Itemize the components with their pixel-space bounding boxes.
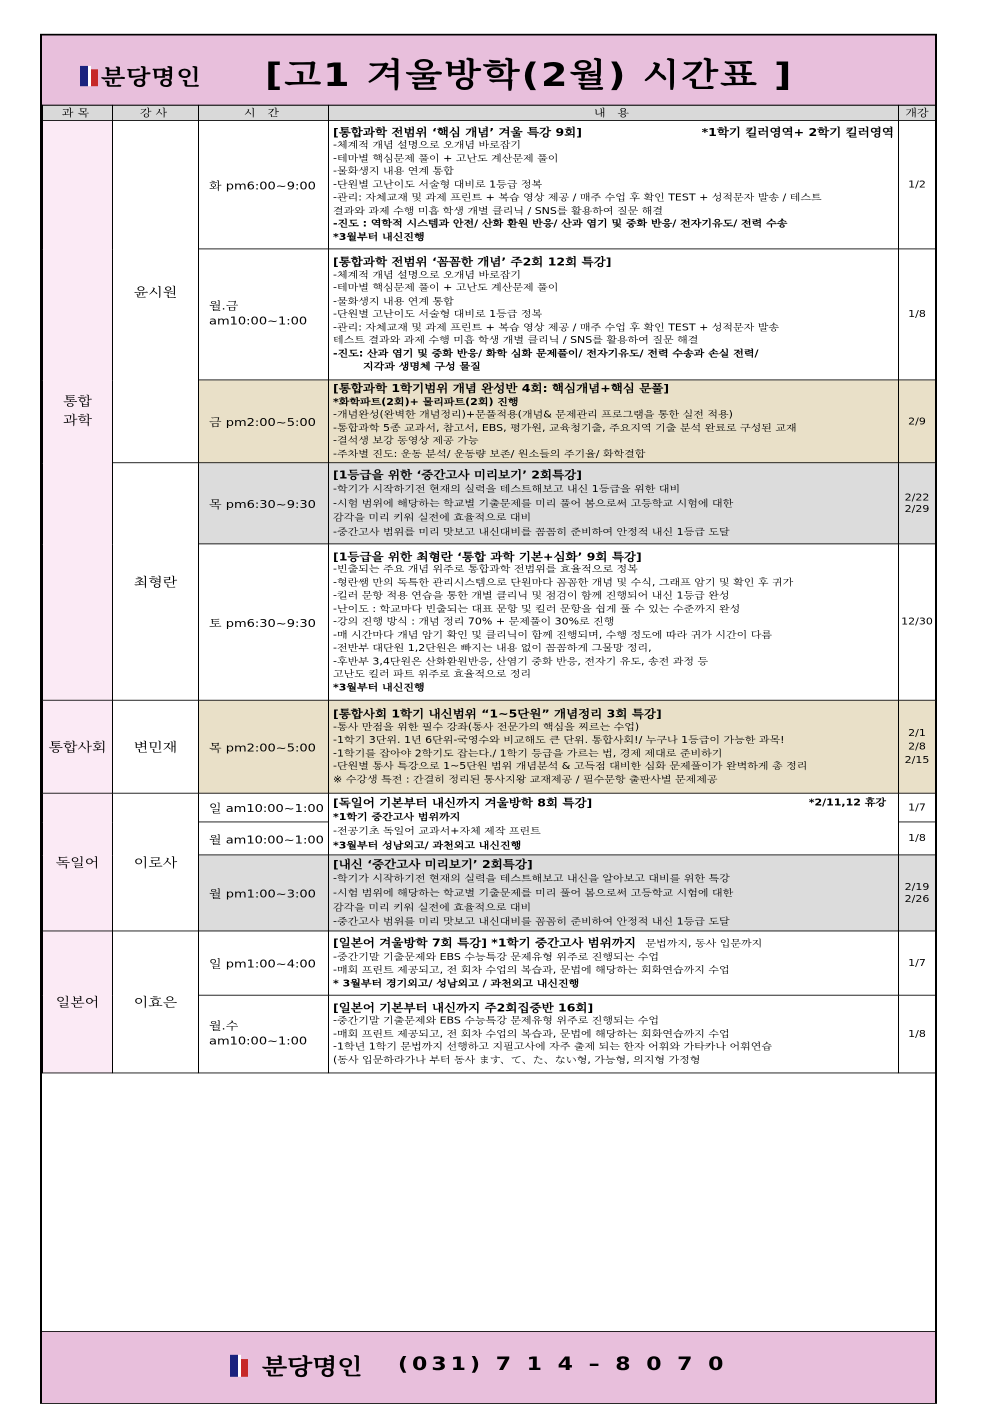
course-note: *2/11,12 휴강 (808, 797, 886, 808)
timetable (42, 105, 936, 1074)
time-cell: 일 pm1:00~4:00 (199, 931, 329, 995)
brand-logo-icon (80, 66, 98, 86)
subject-label: 일본어 (55, 994, 100, 1010)
content-line: -물화생지 내용 연계 통합 (333, 295, 454, 307)
time-label: 월.수 am10:00~1:00 (209, 1019, 308, 1048)
table-header-row (43, 105, 936, 120)
course-title: [1등급을 위한 ‘중간고사 미리보기’ 2회특강] (333, 468, 582, 481)
content-line: -시험 범위에 해당하는 학교별 기출문제를 미리 풀어 봄으로써 고등학교 시험에 대한 (333, 497, 734, 509)
page-title: [고1 겨울방학(2월) 시간표 ] (265, 56, 794, 94)
content-line: -1학년 1학기 문법까지 선행하고 지필고사에 자주 출제 되는 한자 어휘와 가타카나 어휘연습 (333, 1041, 772, 1053)
content-line: -관리: 자체교재 및 과제 프린트 + 복습 영상 제공 / 매주 수업 후 확인 TEST + 성적문자 발송 (333, 321, 780, 333)
subject-label: 통합사회 (48, 739, 107, 755)
content-line: -통사 만점을 위한 필수 강좌(통사 전문가의 핵심을 찌르는 수업) (333, 721, 640, 733)
time-cell: 토 pm6:30~9:30 (199, 544, 329, 700)
subject-cell (43, 931, 113, 1073)
content-line: -매 시간마다 개념 암기 확인 및 클리닉이 함께 진행되며, 수행 정도에 따라 귀가 시간이 다름 (333, 629, 772, 641)
course-note: 문법까지, 동사 입문까지 (645, 938, 763, 950)
content-line: -주차별 진도: 운동 분석/ 운동량 보존/ 원소들의 주기율/ 화학결합 (333, 448, 646, 460)
content-line: -매회 프린트 제공되고, 전 회차 수업의 복습과, 문법에 해당하는 회화연습까지 수업 (333, 1028, 730, 1040)
teacher-cell (113, 793, 199, 931)
subject-cell (43, 700, 113, 793)
content-line: -학기가 시작하기전 현재의 실력을 테스트해보고 내신 1등급을 위한 대비 (333, 483, 681, 495)
teacher-cell (113, 463, 199, 700)
teacher-name: 이로사 (133, 854, 178, 871)
content-line: -진도: 산과 염기 및 중화 반응/ 화학 심화 문제풀이/ 전자기유도/ 전력 수송과 손실 전력/ (333, 348, 759, 359)
content-line: *3월부터 성남외고/ 과천외고 내신진행 (333, 840, 522, 852)
time-cell: 목 pm6:30~9:30 (199, 463, 329, 544)
content-cell (329, 793, 899, 855)
table-row (43, 931, 936, 995)
course-title: [독일어 기본부터 내신까지 겨울방학 8회 특강] (333, 796, 593, 809)
teacher-name: 변민재 (133, 739, 178, 755)
content-line: -체계적 개념 설명으로 오개념 바로잡기 (333, 269, 521, 281)
course-title: [일본어 기본부터 내신까지 주2회집중반 16회] (333, 1001, 594, 1015)
time-cell: 금 pm2:00~5:00 (199, 380, 329, 463)
start-date: 12/30 (899, 544, 936, 700)
content-line: -진도 : 역학적 시스템과 안전/ 산화 환원 반응/ 산과 염기 및 중화 반응/ 전자기유도/ 전력 수송 (333, 218, 788, 230)
content-line: -결석생 보강 동영상 제공 가능 (333, 435, 479, 447)
column-header-subject: 과목 (43, 105, 113, 120)
subject-cell (43, 120, 113, 700)
content-line: *1학기 중간고사 범위까지 (333, 811, 461, 823)
content-line: -단원별 고난이도 서술형 대비로 1등급 정복 (333, 308, 543, 320)
teacher-name: 이효은 (133, 994, 178, 1010)
brand-name: 분당명인 (101, 65, 202, 90)
teacher-name: 윤시원 (133, 284, 178, 300)
content-line: *3월부터 내신진행 (333, 681, 425, 693)
content-line: -중간기말 기출문제와 EBS 수능특강 문제유형 위주로 진행되는 수업 (333, 951, 660, 963)
content-line: -관리: 자체교재 및 과제 프린트 + 복습 영상 제공 / 매주 수업 후 확인 TEST + 성적문자 발송 / 테스트 (333, 192, 822, 204)
content-line: 감각을 미리 키워 실전에 효율적으로 대비 (333, 512, 532, 524)
content-line: -단원별 고난이도 서술형 대비로 1등급 정복 (333, 178, 543, 190)
content-cell (329, 249, 899, 380)
start-date: 1/8 (899, 995, 936, 1073)
start-date: 1/8 (899, 249, 936, 380)
content-line: -빈출되는 주요 개념 위주로 통합과학 전범위를 효율적으로 정복 (333, 563, 638, 575)
content-line: ※ 수강생 특전 : 간결히 정리된 통사지왕 교재제공 / 필수문항 출판사별 문제제공 (333, 773, 718, 785)
column-header-teacher: 강사 (113, 105, 199, 120)
course-title: [내신 ‘중간고사 미리보기’ 2회특강] (333, 857, 533, 871)
start-date-label: 2/22 2/29 (904, 491, 930, 515)
content-line: -테마별 핵심문제 풀이 + 고난도 계산문제 풀이 (333, 152, 559, 164)
content-cell (329, 995, 899, 1073)
subject-label: 독일어 (55, 854, 100, 871)
footer-phone[interactable]: (031) 7 1 4 – 8 0 7 0 (398, 1353, 728, 1376)
time-cell: 월 pm1:00~3:00 (199, 855, 329, 931)
subject-label: 통합 과학 (63, 393, 92, 428)
table-row (43, 793, 936, 822)
content-line: -1학기를 잡아야 2학기도 잡는다./ 1학기 등급을 가르는 법, 경제 제대로 준비하기 (333, 747, 723, 759)
content-cell (329, 380, 899, 463)
footer-logo-icon (230, 1355, 248, 1377)
content-line: -물화생지 내용 연계 통합 (333, 165, 454, 177)
start-date: 1/7 (899, 931, 936, 995)
table-row (43, 700, 936, 793)
content-line: -후반부 3,4단원은 산화환원반응, 산염기 중화 반응, 전자기 유도, 송전 과정 등 (333, 655, 709, 667)
start-date: 1/7 (899, 793, 936, 822)
content-cell (329, 700, 899, 793)
start-date (899, 700, 936, 793)
content-line: -중간고사 범위를 미리 맛보고 내신대비를 꼼꼼히 준비하여 안정적 내신 1등급 도달 (333, 526, 730, 538)
time-cell: 일 am10:00~1:00 (199, 793, 329, 822)
teacher-cell (113, 120, 199, 462)
content-line: -전공기초 독일어 교과서+자체 제작 프린트 (333, 825, 541, 837)
content-line: -개념완성(완벽한 개념정리)+문풀적용(개념& 문제관리 프로그램을 통한 실전 적용) (333, 409, 733, 421)
content-line: 고난도 킬러 파트 위주로 효율적으로 정리 (333, 668, 532, 680)
column-header-content: 내 용 (329, 105, 899, 120)
start-date-label: 2/1 2/8 2/15 (904, 727, 930, 766)
start-date: 1/8 (899, 822, 936, 855)
time-cell (199, 249, 329, 380)
subject-cell (43, 793, 113, 931)
content-line: -킬러 문항 적용 연습을 통한 개별 클리닉 및 점검이 함께 진행되어 내신 1등급 완성 (333, 590, 730, 602)
content-line: 테스트 결과와 과제 수행 미흡 학생 개별 클리닉 / SNS를 활용하여 질문 해결 (333, 334, 699, 346)
content-line: 감각을 미리 키워 실전에 효율적으로 대비 (333, 901, 532, 913)
teacher-cell (113, 700, 199, 793)
content-cell (329, 931, 899, 995)
time-label: 월.금 am10:00~1:00 (209, 300, 308, 328)
start-date-label: 2/19 2/26 (904, 881, 930, 904)
content-line: -형란쌤 만의 독특한 관리시스템으로 단원마다 꼼꼼한 개념 및 수식, 그래프 암기 및 확인 후 귀가 (333, 577, 794, 589)
time-cell: 월 am10:00~1:00 (199, 822, 329, 855)
start-date: 1/2 (899, 120, 936, 248)
time-cell: 목 pm2:00~5:00 (199, 700, 329, 793)
time-cell: 화 pm6:00~9:00 (199, 120, 329, 248)
content-line: -체계적 개념 설명으로 오개념 바로잡기 (333, 139, 521, 151)
start-date (899, 855, 936, 931)
course-title: [통합과학 전범위 ‘핵심 개념’ 겨울 특강 9회] (333, 125, 582, 139)
footer-brand: 분당명인 (262, 1354, 363, 1381)
table-row (43, 463, 936, 544)
course-note: *1학기 킬러영역+ 2학기 킬러영역 (701, 125, 894, 139)
course-title: [1등급을 위한 최형란 ‘통합 과학 기본+심화’ 9회 특강] (333, 550, 642, 563)
course-title: [일본어 겨울방학 7회 특강] *1학기 중간고사 범위까지 (333, 936, 636, 950)
content-line: *3월부터 내신진행 (333, 231, 425, 243)
content-line: *화학파트(2회)+ 물리파트(2회) 진행 (333, 395, 519, 407)
content-line: -단원별 통사 특강으로 1~5단원 범위 개념분석 & 고득점 대비한 심화 문제풀이가 완벽하게 총 정리 (333, 760, 808, 772)
table-row (43, 120, 936, 248)
content-line: -전반부 대단원 1,2단원은 빠지는 내용 없이 꼼꼼하게 그물망 정리, (333, 642, 652, 654)
content-cell (329, 544, 899, 700)
content-line: -1학기 3단위. 1년 6단위-국영수와 비교해도 큰 단위. 통합사회!/ 누구나 1등급이 가능한 과목! (333, 734, 785, 746)
content-cell (329, 120, 899, 248)
content-line: -학기가 시작하기전 현재의 실력을 테스트해보고 내신을 알아보고 대비를 위한 특강 (333, 873, 730, 885)
content-cell (329, 855, 899, 931)
course-title: [통합과학 전범위 ‘꼼꼼한 개념’ 주2회 12회 특강] (333, 255, 612, 269)
start-date (899, 463, 936, 544)
content-line: 지각과 생명체 구성 물질 (363, 361, 481, 373)
content-line: -중간고사 범위를 미리 맛보고 내신대비를 꼼꼼히 준비하여 안정적 내신 1등급 도달 (333, 916, 730, 928)
content-line: (동사 입문하라가나 부터 동사 ます、て、た、ない형, 가능형, 의지형 가정형 (333, 1054, 701, 1066)
content-line: 결과와 과제 수행 미흡 학생 개별 클리닉 / SNS를 활용하여 질문 해결 (333, 205, 664, 217)
course-title: [통합과학 1학기범위 개념 완성반 4회: 핵심개념+핵심 문풀] (333, 382, 670, 395)
time-cell (199, 995, 329, 1073)
content-line: -시험 범위에 해당하는 학교별 기출문제를 미리 풀어 봄으로써 고등학교 시험에 대한 (333, 887, 734, 899)
content-line: -난이도 : 학교마다 빈출되는 대표 문항 및 킬러 문항을 쉽게 풀 수 있는 수준까지 완성 (333, 603, 741, 615)
content-line: -통합과학 5종 교과서, 참고서, EBS, 평가원, 교육청기출, 주요지역 기출 분석 완료로 구성된 교재 (333, 422, 797, 434)
content-cell (329, 463, 899, 544)
content-line: -테마별 핵심문제 풀이 + 고난도 계산문제 풀이 (333, 282, 559, 294)
course-title: [통합사회 1학기 내신범위 “1~5단원” 개념정리 3회 특강] (333, 707, 662, 721)
content-line: -강의 진행 방식 : 개념 정리 70% + 문제풀이 30%로 진행 (333, 616, 615, 628)
teacher-name: 최형란 (133, 574, 178, 590)
content-line: -매회 프린트 제공되고, 전 회차 수업의 복습과, 문법에 해당하는 회화연습까지 수업 (333, 964, 730, 976)
column-header-time: 시 간 (199, 105, 329, 120)
content-line: -중간기말 기출문제와 EBS 수능특강 문제유형 위주로 진행되는 수업 (333, 1015, 660, 1027)
column-header-start: 개강 (899, 105, 936, 120)
content-line: * 3월부터 경기외고/ 성남외고 / 과천외고 내신진행 (333, 977, 580, 989)
teacher-cell (113, 931, 199, 1073)
start-date: 2/9 (899, 380, 936, 463)
